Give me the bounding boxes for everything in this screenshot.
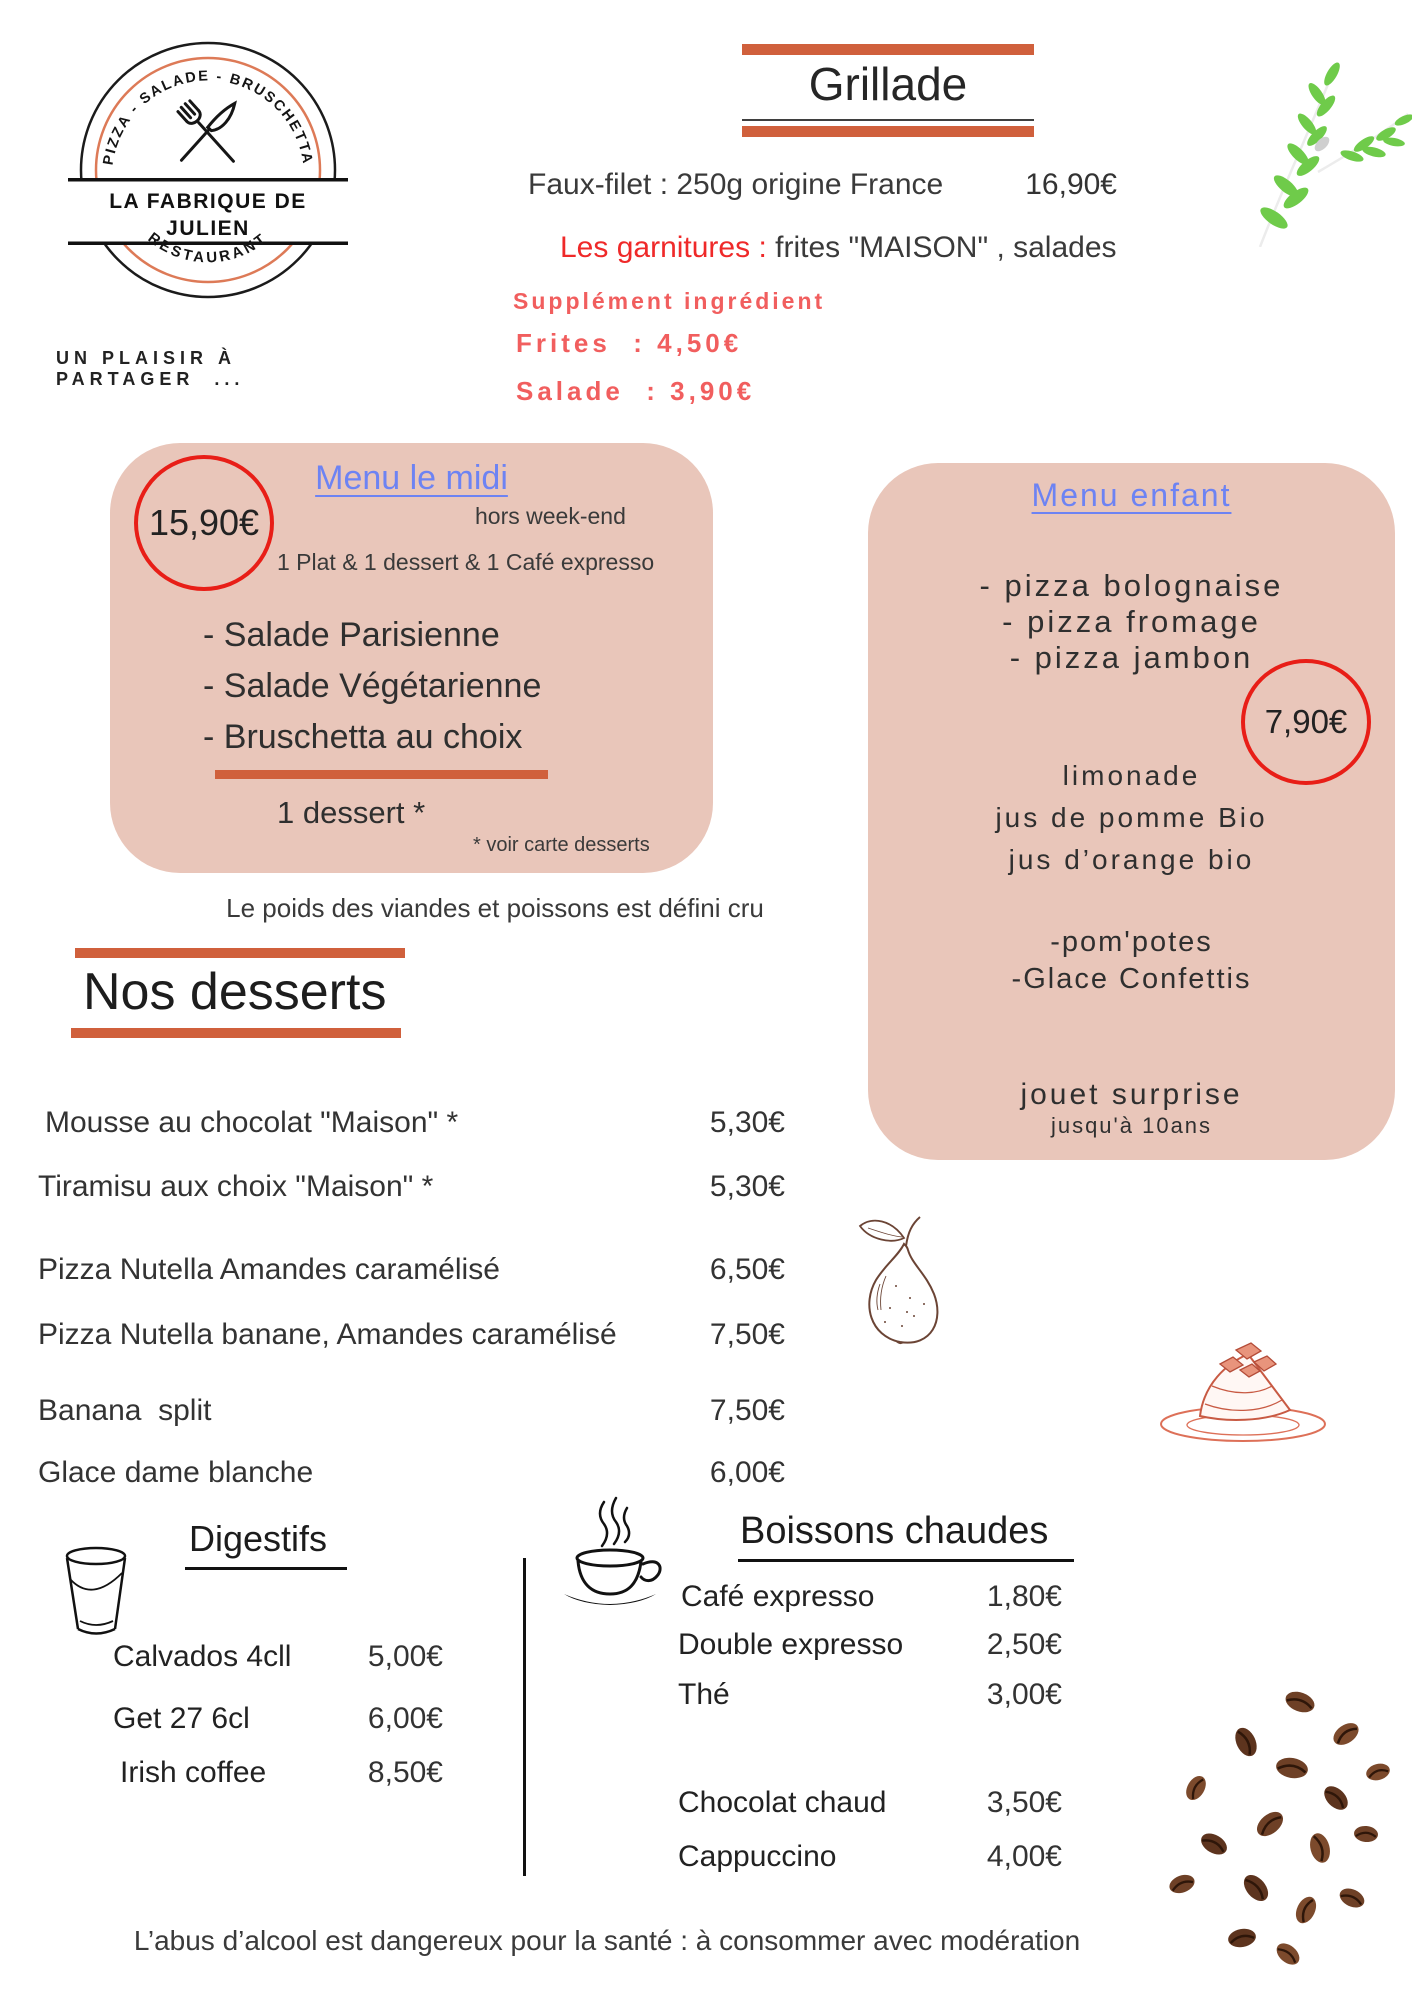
- menu-midi-item: - Bruschetta au choix: [203, 718, 523, 756]
- dessert-row: [38, 1253, 785, 1287]
- menu-enfant-drink: jus d’orange bio: [1008, 844, 1255, 875]
- shot-glass-icon: [58, 1545, 136, 1645]
- desserts-bottom-bar: [71, 1028, 401, 1038]
- boisson-name: Café expresso: [681, 1580, 875, 1613]
- dessert-price: 5,30€: [709, 1170, 785, 1203]
- dessert-row: [38, 1170, 785, 1204]
- supplement-salade: Salade : 3,90€: [516, 376, 756, 406]
- grillade-dish-row: [528, 168, 1117, 202]
- dessert-name: Pizza Nutella banane, Amandes caramélisé: [38, 1318, 617, 1351]
- dessert-price: 7,50€: [709, 1318, 785, 1351]
- menu-midi-item: - Salade Végétarienne: [203, 667, 542, 705]
- dessert-price: 6,00€: [709, 1456, 785, 1489]
- menu-enfant-price: 7,90€: [1264, 703, 1348, 740]
- boissons-title: Boissons chaudes: [738, 1510, 1074, 1562]
- boisson-name: Chocolat chaud: [678, 1786, 887, 1819]
- dessert-price: 6,50€: [709, 1253, 785, 1286]
- menu-enfant-toy: jouet surprise: [1020, 1078, 1243, 1111]
- dessert-name: Pizza Nutella Amandes caramélisé: [38, 1253, 500, 1286]
- digestif-name: Get 27 6cl: [113, 1702, 250, 1735]
- menu-enfant-drink: limonade: [1062, 760, 1201, 791]
- boisson-row: [678, 1840, 1062, 1874]
- menu-midi-dessert-note: * voir carte desserts: [473, 834, 650, 856]
- dessert-name: Banana split: [38, 1394, 212, 1427]
- grillade-bottom-bar: [742, 126, 1034, 137]
- digestif-price: 6,00€: [367, 1702, 443, 1735]
- boisson-row: [678, 1628, 1062, 1662]
- boisson-name: Thé: [678, 1678, 730, 1711]
- green-leaf-sprig-icon: [1222, 52, 1412, 247]
- dessert-price: 5,30€: [709, 1106, 785, 1139]
- meat-weight-notice: Le poids des viandes et poissons est défini cru: [226, 893, 764, 923]
- section-divider: [523, 1558, 526, 1876]
- coffee-beans-icon: [1150, 1672, 1395, 1972]
- dessert-price: 7,50€: [709, 1394, 785, 1427]
- pie-illustration-icon: [1148, 1322, 1338, 1450]
- boisson-name: Double expresso: [678, 1628, 904, 1661]
- logo-tagline: UN PLAISIR À PARTAGER ...: [56, 348, 257, 389]
- garnish-value: frites "MAISON" , salades: [766, 231, 1117, 264]
- boissons-header: [738, 1510, 1074, 1562]
- logo-name-line1: LA FABRIQUE DE: [109, 190, 307, 213]
- digestif-price: 8,50€: [367, 1756, 443, 1789]
- boisson-price: 1,80€: [986, 1580, 1062, 1613]
- dessert-name: Glace dame blanche: [38, 1456, 314, 1489]
- garnish-line: [560, 231, 1117, 265]
- logo-arc-bottom: RESTAURANT: [144, 229, 272, 267]
- desserts-title: Nos desserts: [83, 963, 387, 1021]
- menu-enfant-dessert: -pom'potes: [1050, 926, 1213, 958]
- desserts-header: [71, 948, 405, 1038]
- grillade-header: [742, 44, 1034, 137]
- boisson-row: [681, 1580, 1062, 1614]
- menu-enfant-pizza: - pizza jambon: [1009, 640, 1254, 675]
- menu-enfant-toy-note: jusqu'à 10ans: [1050, 1113, 1213, 1138]
- dessert-name: Mousse au chocolat "Maison" *: [45, 1106, 459, 1139]
- menu-enfant-box: [868, 463, 1395, 1160]
- menu-enfant-drink: jus de pomme Bio: [995, 802, 1268, 833]
- logo-name-line2: JULIEN: [166, 217, 250, 240]
- menu-enfant-title: Menu enfant: [1031, 477, 1232, 513]
- menu-enfant-desserts: [868, 924, 1395, 998]
- digestif-name: Calvados 4cll: [113, 1640, 292, 1673]
- digestifs-title: Digestifs: [185, 1518, 347, 1570]
- menu-midi-note: hors week-end: [475, 503, 626, 529]
- grillade-dish-name: Faux-filet : 250g origine France: [528, 168, 944, 201]
- dessert-row: [45, 1106, 785, 1140]
- menu-midi-price-circle: [134, 455, 274, 591]
- grillade-top-bar: [742, 44, 1034, 55]
- boisson-price: 3,50€: [986, 1786, 1062, 1819]
- menu-midi-includes: 1 Plat & 1 dessert & 1 Café expresso: [277, 549, 655, 575]
- boisson-name: Cappuccino: [678, 1840, 837, 1873]
- digestif-row: [113, 1640, 443, 1674]
- boisson-price: 4,00€: [986, 1840, 1062, 1873]
- menu-enfant-pizza: - pizza fromage: [1002, 604, 1261, 639]
- restaurant-logo: [68, 30, 348, 310]
- menu-midi-title: Menu le midi: [315, 459, 508, 497]
- desserts-top-bar: [75, 948, 405, 958]
- menu-midi-dessert: 1 dessert *: [277, 795, 426, 830]
- digestif-name: Irish coffee: [120, 1756, 267, 1789]
- menu-midi-divider: [215, 770, 548, 779]
- supplement-title: Supplément ingrédient: [513, 288, 826, 314]
- boisson-price: 2,50€: [986, 1628, 1062, 1661]
- menu-midi-box: [110, 443, 713, 873]
- alcohol-warning: L’abus d’alcool est dangereux pour la santé : à consommer avec modération: [133, 1925, 1081, 1956]
- dessert-row: [38, 1318, 785, 1352]
- menu-enfant-drinks: [868, 755, 1395, 881]
- digestif-row: [120, 1756, 443, 1790]
- digestif-price: 5,00€: [367, 1640, 443, 1673]
- menu-midi-price: 15,90€: [148, 502, 260, 543]
- coffee-cup-icon: [556, 1496, 664, 1634]
- garnish-label: Les garnitures :: [560, 231, 767, 264]
- menu-enfant-dessert: -Glace Confettis: [1011, 963, 1252, 995]
- grillade-dish-price: 16,90€: [1025, 168, 1117, 201]
- pear-illustration-icon: [852, 1212, 947, 1357]
- grillade-title: Grillade: [742, 55, 1034, 121]
- supplement-frites: Frites : 4,50€: [516, 328, 743, 358]
- boisson-row: [678, 1786, 1062, 1820]
- digestifs-header: [185, 1518, 347, 1570]
- dessert-row: [38, 1456, 785, 1490]
- menu-midi-items: [203, 610, 541, 763]
- dessert-row: [38, 1394, 785, 1428]
- digestif-row: [113, 1702, 443, 1736]
- dessert-name: Tiramisu aux choix "Maison" *: [38, 1170, 434, 1203]
- menu-midi-item: - Salade Parisienne: [203, 616, 500, 654]
- logo-arc-top: PIZZA - SALADE - BRUSCHETTA: [100, 68, 316, 167]
- menu-enfant-pizza: - pizza bolognaise: [979, 568, 1284, 603]
- logo-badge-icon: [68, 30, 348, 310]
- boisson-row: [678, 1678, 1062, 1712]
- boisson-price: 3,00€: [986, 1678, 1062, 1711]
